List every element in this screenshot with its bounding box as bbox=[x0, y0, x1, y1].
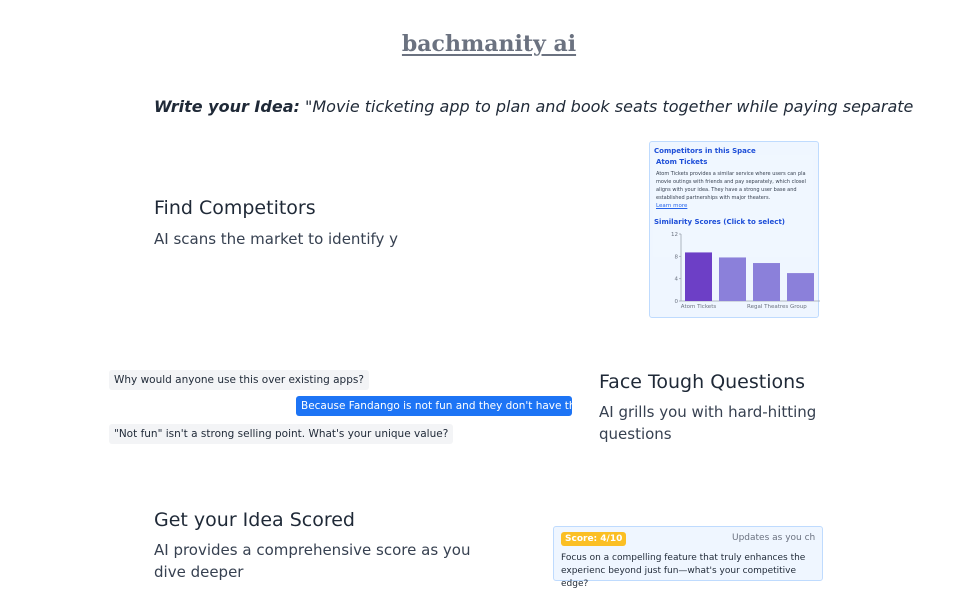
feature-desc-competitors: AI scans the market to identify y bbox=[154, 230, 399, 248]
score-card bbox=[553, 526, 823, 589]
feature-title-questions: Face Tough Questions bbox=[599, 371, 806, 393]
x-tick-label: Atom Tickets bbox=[680, 304, 717, 310]
competitor-name: Atom Tickets bbox=[656, 158, 708, 166]
similarity-scores-title: Similarity Scores (Click to select) bbox=[654, 218, 785, 226]
chat-message-user: Because Fandango is not fun and they don't have that feature.. bbox=[296, 396, 572, 416]
y-tick-label: 4 bbox=[674, 276, 678, 283]
idea-prompt bbox=[154, 97, 913, 116]
chart-bar[interactable] bbox=[685, 252, 712, 301]
feature-title-competitors: Find Competitors bbox=[154, 197, 316, 219]
brand-logo[interactable]: bachmanity ai bbox=[401, 31, 577, 57]
feature-title-score: Get your Idea Scored bbox=[154, 509, 355, 531]
feature-desc-questions: AI grills you with hard-hitting questions bbox=[599, 403, 817, 443]
learn-more-link[interactable]: Learn more bbox=[656, 203, 688, 209]
idea-label: Write your Idea: bbox=[154, 97, 300, 116]
score-updates-note: Updates as you ch bbox=[732, 533, 816, 543]
similarity-chart[interactable] bbox=[650, 226, 820, 319]
chart-bar[interactable] bbox=[753, 263, 780, 301]
y-tick-label: 8 bbox=[674, 254, 678, 261]
y-tick-label: 12 bbox=[671, 232, 678, 238]
competitors-card bbox=[649, 141, 819, 318]
competitor-description: Atom Tickets provides a similar service where users can pla movie outings with friends and pay separately, which closel aligns with your idea. They have a strong user base and established partnerships with major theaters. bbox=[656, 171, 806, 201]
feature-desc-score: AI provides a comprehensive score as you dive deeper bbox=[154, 541, 471, 581]
score-badge: Score: 4/10 bbox=[561, 532, 626, 546]
chart-bar[interactable] bbox=[787, 273, 814, 301]
chat-message-ai: "Not fun" isn't a strong selling point. What's your unique value? bbox=[109, 424, 453, 444]
chart-bar[interactable] bbox=[719, 257, 746, 301]
competitors-card-header: Competitors in this Space bbox=[654, 147, 756, 155]
chat-message-ai: Why would anyone use this over existing apps? bbox=[109, 370, 369, 390]
idea-value: "Movie ticketing app to plan and book seats together while paying separate bbox=[304, 97, 914, 116]
y-tick-label: 0 bbox=[674, 299, 678, 305]
x-tick-label: Regal Theatres Group bbox=[747, 304, 807, 310]
score-feedback: Focus on a compelling feature that truly enhances the experienc beyond just fun—what's your competitive edge? bbox=[561, 553, 806, 589]
